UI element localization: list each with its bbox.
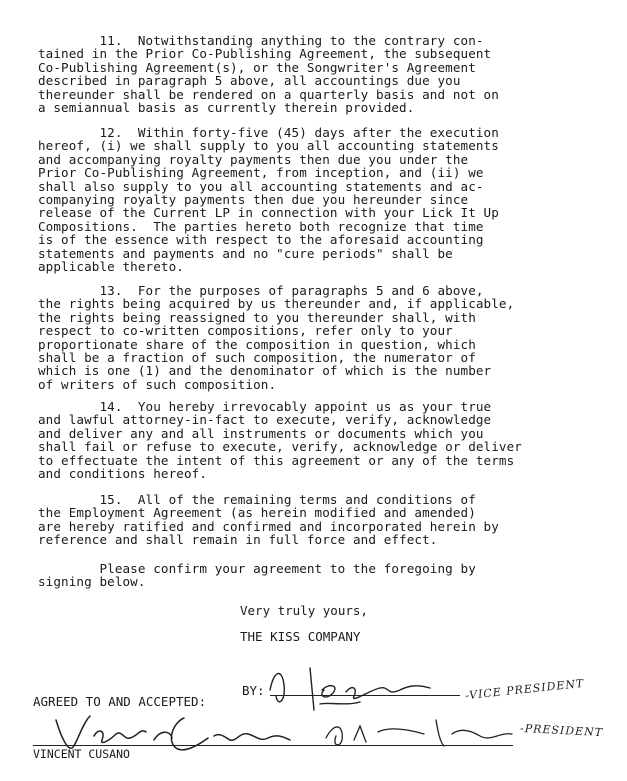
paragraph-line: proportionate share of the composition in question, which bbox=[38, 336, 476, 352]
confirmation-paragraph bbox=[38, 562, 550, 589]
paragraph-line: shall be a fraction of such composition, the numerator of bbox=[38, 350, 476, 366]
paragraph-line: the Employment Agreement (as herein modified and amended) bbox=[38, 505, 476, 521]
signatory-name: VINCENT CUSANO bbox=[33, 747, 130, 761]
paragraph-line: and lawful attorney-in-fact to execute, verify, acknowledge bbox=[38, 412, 492, 428]
paragraph-11 bbox=[38, 34, 550, 114]
paragraph-line: Compositions. The parties hereto both recognize that time bbox=[38, 218, 484, 234]
paragraph-line: and deliver any and all instruments or documents which you bbox=[38, 425, 484, 441]
paragraph-line: shall fail or refuse to execute, verify, acknowledge or deliver bbox=[38, 439, 522, 455]
paragraph-line: Co-Publishing Agreement(s), or the Songwriter's Agreement bbox=[38, 59, 476, 75]
paragraph-line: and accompanying royalty payments then due you under the bbox=[38, 151, 469, 167]
paragraph-line: thereunder shall be rendered on a quarterly basis and not on bbox=[38, 86, 499, 102]
paragraph-line: the rights being reassigned to you thereunder shall, with bbox=[38, 309, 476, 325]
paragraph-line: statements and payments and no "cure periods" shall be bbox=[38, 245, 453, 261]
president-title: -PRESIDENT bbox=[519, 721, 604, 740]
vice-president-title: -VICE PRESIDENT bbox=[464, 676, 585, 703]
agreed-label: AGREED TO AND ACCEPTED: bbox=[33, 694, 207, 709]
paragraph-line: are hereby ratified and confirmed and incorporated herein by bbox=[38, 518, 499, 534]
paragraph-line: described in paragraph 5 above, all accountings due you bbox=[38, 73, 461, 89]
paragraph-line: companying royalty payments then due you hereunder since bbox=[38, 192, 469, 208]
president-signature-scrawl bbox=[320, 712, 520, 752]
paragraph-line: respect to co-written compositions, refer only to your bbox=[38, 323, 453, 339]
paragraph-line: shall also supply to you all accounting statements and ac- bbox=[38, 178, 484, 194]
vincent-cusano-signature-scrawl bbox=[50, 710, 320, 760]
paragraph-line: is of the essence with respect to the aforesaid accounting bbox=[38, 232, 484, 248]
paragraph-line: 13. For the purposes of paragraphs 5 and 6 above, bbox=[38, 283, 484, 298]
closing-salutation: Very truly yours, bbox=[240, 603, 368, 618]
paragraph-line: 14. You hereby irrevocably appoint us as your true bbox=[38, 399, 492, 414]
paragraph-line: the rights being acquired by us thereunder and, if applicable, bbox=[38, 296, 515, 312]
paragraph-line: release of the Current LP in connection with your Lick It Up bbox=[38, 205, 499, 221]
paragraph-line: to effectuate the intent of this agreement or any of the terms bbox=[38, 452, 515, 468]
paragraph-line: hereof, (i) we shall supply to you all accounting statements bbox=[38, 138, 499, 154]
paragraph-14 bbox=[38, 400, 550, 480]
company-name: THE KISS COMPANY bbox=[240, 629, 361, 644]
paragraph-line: Please confirm your agreement to the foregoing by bbox=[38, 561, 476, 576]
paragraph-line: which is one (1) and the denominator of which is the number bbox=[38, 363, 492, 379]
paragraph-12 bbox=[38, 126, 550, 273]
paragraph-line: a semiannual basis as currently therein provided. bbox=[38, 100, 415, 116]
paragraph-line: tained in the Prior Co-Publishing Agreement, the subsequent bbox=[38, 46, 492, 62]
paragraph-line: reference and shall remain in full force and effect. bbox=[38, 532, 438, 548]
paragraph-15 bbox=[38, 493, 550, 547]
paragraph-13 bbox=[38, 284, 550, 391]
paragraph-line: 15. All of the remaining terms and conditions of bbox=[38, 492, 476, 507]
paragraph-line: 11. Notwithstanding anything to the contrary con- bbox=[38, 33, 484, 48]
by-label: BY: bbox=[242, 683, 265, 698]
paragraph-line: and conditions hereof. bbox=[38, 466, 208, 482]
paragraph-line: 12. Within forty-five (45) days after the execution bbox=[38, 125, 499, 140]
paragraph-line: of writers of such composition. bbox=[38, 376, 277, 392]
paragraph-line: applicable thereto. bbox=[38, 259, 184, 275]
paragraph-line: signing below. bbox=[38, 574, 146, 590]
paragraph-line: Prior Co-Publishing Agreement, from inception, and (ii) we bbox=[38, 165, 484, 181]
